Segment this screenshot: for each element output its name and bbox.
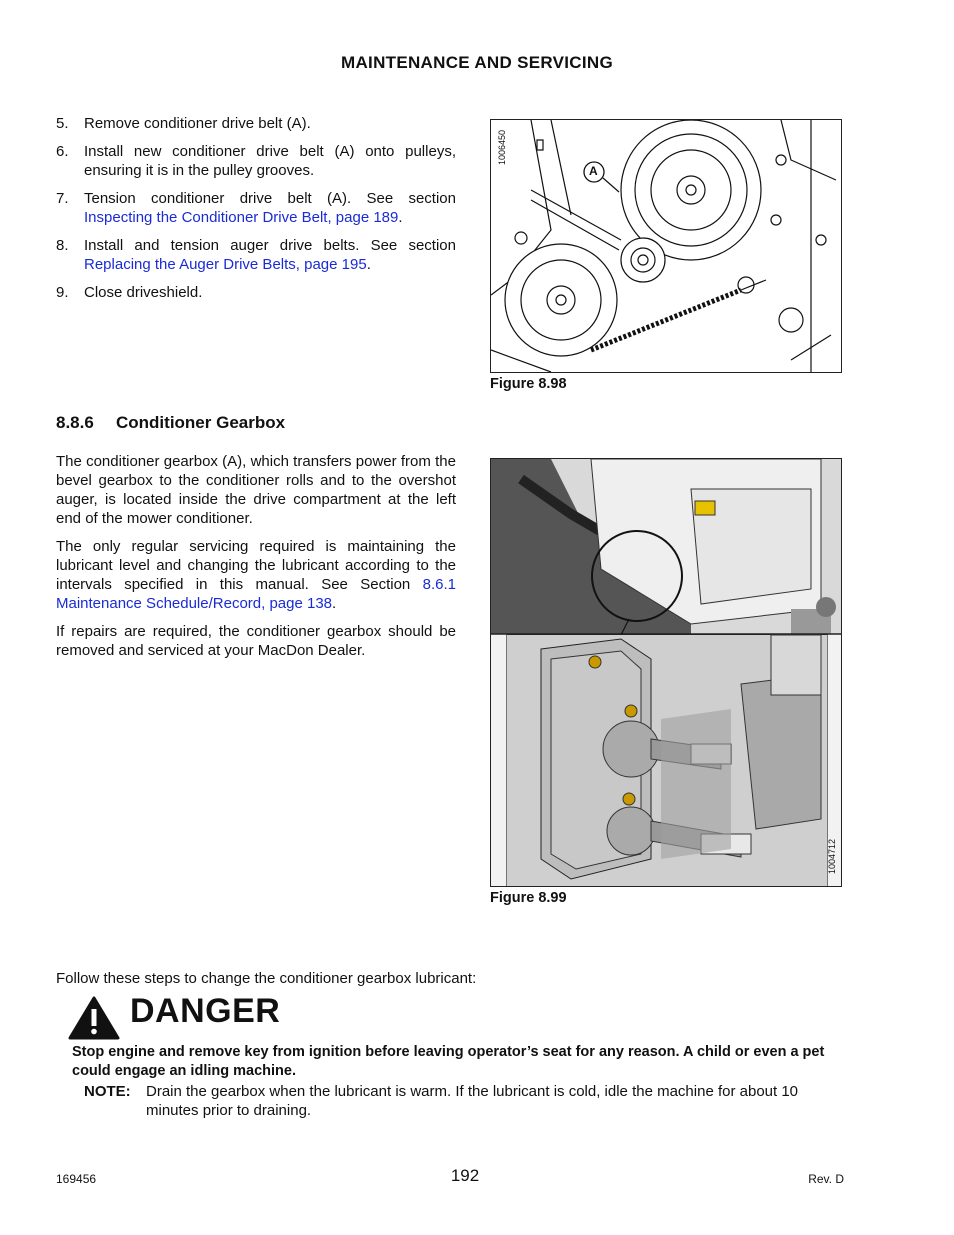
page-header: MAINTENANCE AND SERVICING	[341, 53, 613, 72]
gearbox-drawing	[491, 459, 841, 886]
step-text: Close driveshield.	[84, 284, 203, 301]
cross-reference-link[interactable]: Inspecting the Conditioner Drive Belt, page 189	[84, 209, 399, 226]
figure-id: 1006450	[497, 130, 507, 166]
step-number: 6.	[56, 143, 69, 160]
step-number: 5.	[56, 115, 69, 132]
step-text: Install new conditioner drive belt (A) onto pulleys, ensuring it is in the pulley grooves.	[84, 143, 456, 179]
step-number: 8.	[56, 237, 69, 254]
section-heading	[56, 413, 285, 433]
list-item	[56, 114, 456, 133]
step-number: 9.	[56, 284, 69, 301]
paragraph: The conditioner gearbox (A), which transfers power from the bevel gearbox to the conditioner rolls and to the overshot auger, is located inside the drive compartment at the left end of the mower conditioner.	[56, 453, 456, 527]
drive-belt-drawing	[491, 120, 841, 372]
danger-message: Stop engine and remove key from ignition before leaving operator’s seat for any reason. A child or even a pet could engage an idling machine.	[72, 1044, 825, 1079]
step-number: 7.	[56, 190, 69, 207]
list-item	[56, 283, 456, 302]
page-number: 192	[450, 1166, 480, 1185]
list-item	[56, 236, 456, 274]
figure-caption: Figure 8.99	[490, 890, 567, 906]
revision: Rev. D	[808, 1172, 844, 1186]
step-text: Remove conditioner drive belt (A).	[84, 115, 311, 132]
step-text: Tension conditioner drive belt (A). See section Inspecting the Conditioner Drive Belt, page 189.	[84, 190, 456, 226]
cross-reference-link[interactable]: Replacing the Auger Drive Belts, page 195	[84, 256, 367, 273]
figure-gearbox-photo	[490, 458, 842, 887]
step-text: Install and tension auger drive belts. See section Replacing the Auger Drive Belts, page 195.	[84, 237, 456, 273]
warning-triangle-icon	[68, 996, 120, 1040]
section-body	[56, 452, 456, 669]
section-title: Conditioner Gearbox	[116, 413, 286, 432]
note-label: NOTE:	[84, 1083, 131, 1100]
paragraph: If repairs are required, the conditioner gearbox should be removed and serviced at your MacDon Dealer.	[56, 623, 456, 659]
intro-text: Follow these steps to change the conditioner gearbox lubricant:	[56, 970, 477, 987]
note-text: Drain the gearbox when the lubricant is warm. If the lubricant is cold, idle the machine for about 10 minutes prior to draining.	[146, 1083, 799, 1119]
figure-drive-belt-illustration	[490, 119, 842, 373]
doc-number: 169456	[56, 1172, 97, 1186]
section-number: 8.8.6	[56, 413, 94, 432]
figure-id: 1004712	[827, 839, 837, 875]
callout-label: A	[589, 164, 598, 178]
danger-heading: DANGER	[130, 992, 281, 1030]
steps-list	[56, 114, 456, 311]
paragraph: The only regular servicing required is maintaining the lubricant level and changing the lubricant according to the intervals specified in this manual. See Section 8.6.1 Maintenance Schedule/Record, page 138.	[56, 538, 456, 612]
figure-caption: Figure 8.98	[490, 376, 567, 392]
note-block	[84, 1082, 824, 1120]
list-item	[56, 189, 456, 227]
list-item	[56, 142, 456, 180]
cross-reference-link[interactable]: 8.6.1 Maintenance Schedule/Record, page 138	[56, 576, 456, 612]
